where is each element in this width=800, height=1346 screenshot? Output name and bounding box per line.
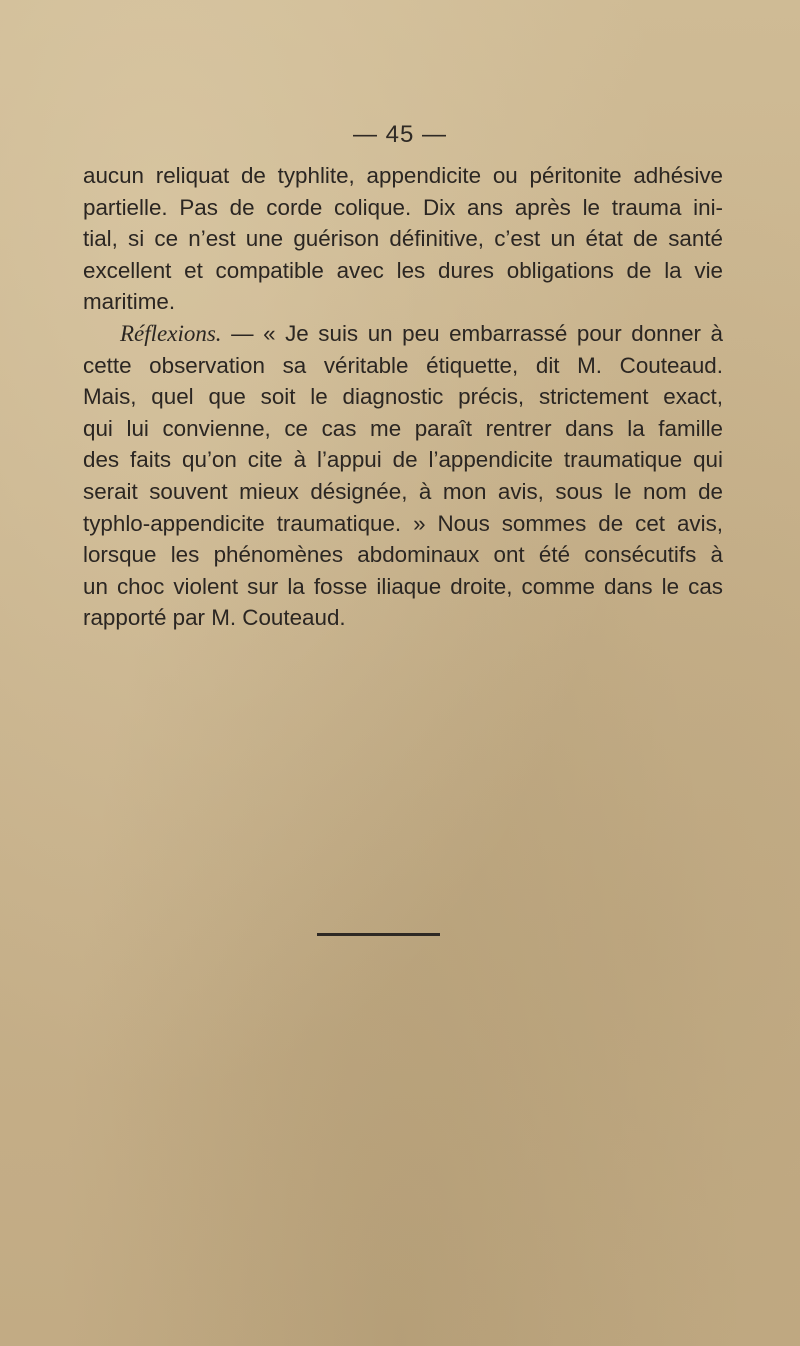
- page-number: — 45 —: [352, 121, 448, 148]
- paragraph-2-line-1-text: — « Je suis un peu embarrassé pour donner à: [221, 320, 723, 346]
- paragraph-1-line-5: maritime.: [83, 289, 176, 315]
- paragraph-1-line-4: excellent et compatible avec les dures obligations de la vie: [83, 257, 723, 283]
- section-divider-rule: [317, 933, 440, 936]
- paragraph-2-line-1: [83, 318, 723, 350]
- body-text: [83, 160, 723, 634]
- paragraph-2-line-6: serait souvent mieux désignée, à mon avis, sous le nom de: [83, 478, 723, 504]
- reflexions-heading: Réflexions.: [120, 320, 222, 346]
- paragraph-1: [83, 160, 723, 318]
- paragraph-2-line-2: cette observation sa véritable étiquette, dit M. Couteaud.: [83, 352, 723, 378]
- paragraph-2-line-4: qui lui convienne, ce cas me paraît rentrer dans la famille: [83, 415, 723, 441]
- paragraph-2-line-8: lorsque les phénomènes abdominaux ont été consécutifs à: [83, 542, 723, 568]
- paragraph-1-line-1: aucun reliquat de typhlite, appendicite ou péritonite adhésive: [83, 163, 723, 188]
- paragraph-2-line-3: Mais, quel que soit le diagnostic précis, strictement exact,: [83, 384, 723, 410]
- paragraph-1-line-3: tial, si ce n’est une guérison définitive, c’est un état de santé: [83, 226, 723, 252]
- paragraph-1-line-2: partielle. Pas de corde colique. Dix ans après le trauma ini-: [83, 194, 723, 220]
- paragraph-2: [83, 318, 723, 634]
- paragraph-2-line-5: des faits qu’on cite à l’appui de l’appendicite traumatique qui: [83, 447, 723, 473]
- paragraph-2-line-10: rapporté par M. Couteaud.: [83, 605, 346, 631]
- paragraph-2-line-7: typhlo-appendicite traumatique. » Nous sommes de cet avis,: [83, 510, 723, 536]
- paragraph-2-line-9: un choc violent sur la fosse iliaque droite, comme dans le cas: [83, 573, 723, 599]
